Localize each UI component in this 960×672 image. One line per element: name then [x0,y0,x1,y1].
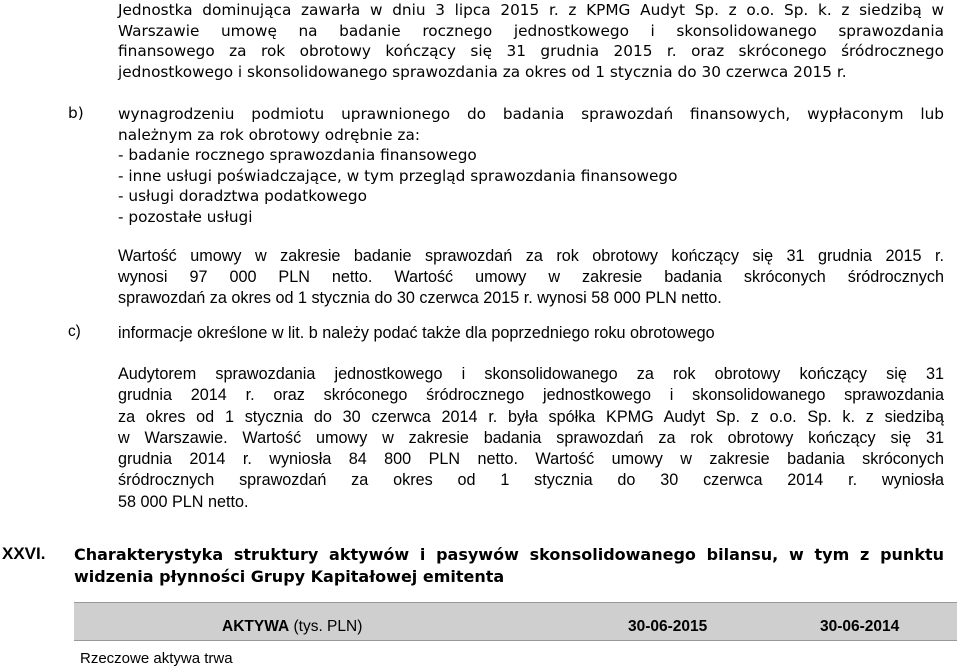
section-c-line: w Warszawie. Wartość umowy w zakresie badania sprawozdań za rok obrotowy kończący się 31 [118,428,944,447]
section-c-line: grudnia 2014 r. wyniosła 84 800 PLN netto. Wartość umowy w zakresie badania skróconych [118,450,944,469]
section-b-line: - inne usługi poświadczające, w tym przegląd sprawozdania finansowego [118,166,678,185]
intro-line: finansowego za rok obrotowy kończący się 31 grudnia 2015 r. oraz skróconego śródrocznego [118,42,944,60]
section-c-line: 58 000 PLN netto. [118,492,249,511]
section-c-title [118,323,944,344]
intro-line: Jednostka dominująca zawarła w dniu 3 lipca 2015 r. z KPMG Audyt Sp. z o.o. Sp. k. z siedzibą w [118,1,944,19]
section-c-line: grudnia 2014 r. oraz skróconego śródrocznego jednostkowego i skonsolidowanego sprawozdania [118,386,944,405]
section-number: XXVI. [2,544,46,563]
section-b-line: - usługi doradztwa podatkowego [118,187,367,205]
section-b-value-line: wynosi 97 000 PLN netto. Wartość umowy w zakresie badania skróconych śródrocznych [118,268,944,286]
section-b-value-line: sprawozdań za okres od 1 stycznia do 30 czerwca 2015 r. wynosi 58 000 PLN netto. [118,289,722,307]
section-c-title-text: informacje określone w lit. b należy podać także dla poprzedniego roku obrotowego [118,324,715,342]
section-b-line: należnym za rok obrotowy odrębnie za: [118,125,420,144]
section-b-value-line: Wartość umowy w zakresie badanie sprawozdań za rok obrotowy kończący się 31 grudnia 2015 r. [118,247,944,265]
table-row-label: Rzeczowe aktywa trwa [80,650,233,667]
section-b-line: wynagrodzeniu podmiotu uprawnionego do badania sprawozdań finansowych, wypłaconym lub [118,105,944,123]
section-b-line: - pozostałe usługi [118,207,253,226]
intro-line: Warszawie umowę na badanie rocznego jednostkowego i skonsolidowanego sprawozdania [118,21,944,40]
table-divider [74,640,957,641]
section-c-line: Audytorem sprawozdania jednostkowego i skonsolidowanego za rok obrotowy kończący się 31 [118,365,944,383]
section-heading [74,544,944,588]
table-header-aktywa [222,618,362,636]
section-c-line: śródrocznych sprawozdań za okres od 1 stycznia do 30 czerwca 2014 r. wyniosła [118,471,944,490]
section-c-paragraph [118,364,944,513]
section-b-marker: b) [68,104,84,122]
table-header-col-2015: 30-06-2015 [628,618,708,635]
table-header-col-2014: 30-06-2014 [820,618,900,635]
table-header-aktywa-bold: AKTYWA [222,618,290,635]
section-c-marker: c) [68,323,81,340]
section-b-value-paragraph [118,246,944,309]
intro-paragraph [118,0,944,82]
section-heading-line: widzenia płynności Grupy Kapitałowej emitenta [74,567,505,586]
section-heading-line: Charakterystyka struktury aktywów i pasywów skonsolidowanego bilansu, w tym z punktu [74,545,944,564]
table-header-aktywa-unit: (tys. PLN) [289,618,363,635]
intro-line: jednostkowego i skonsolidowanego sprawozdania za okres od 1 stycznia do 30 czerwca 2015 r. [118,62,847,81]
section-b-line: - badanie rocznego sprawozdania finansowego [118,146,477,164]
section-c-line: za okres od 1 stycznia do 30 czerwca 2014 r. była spółka KPMG Audyt Sp. z o.o. Sp. k. z siedzibą [118,407,944,426]
section-b-list [118,104,944,227]
